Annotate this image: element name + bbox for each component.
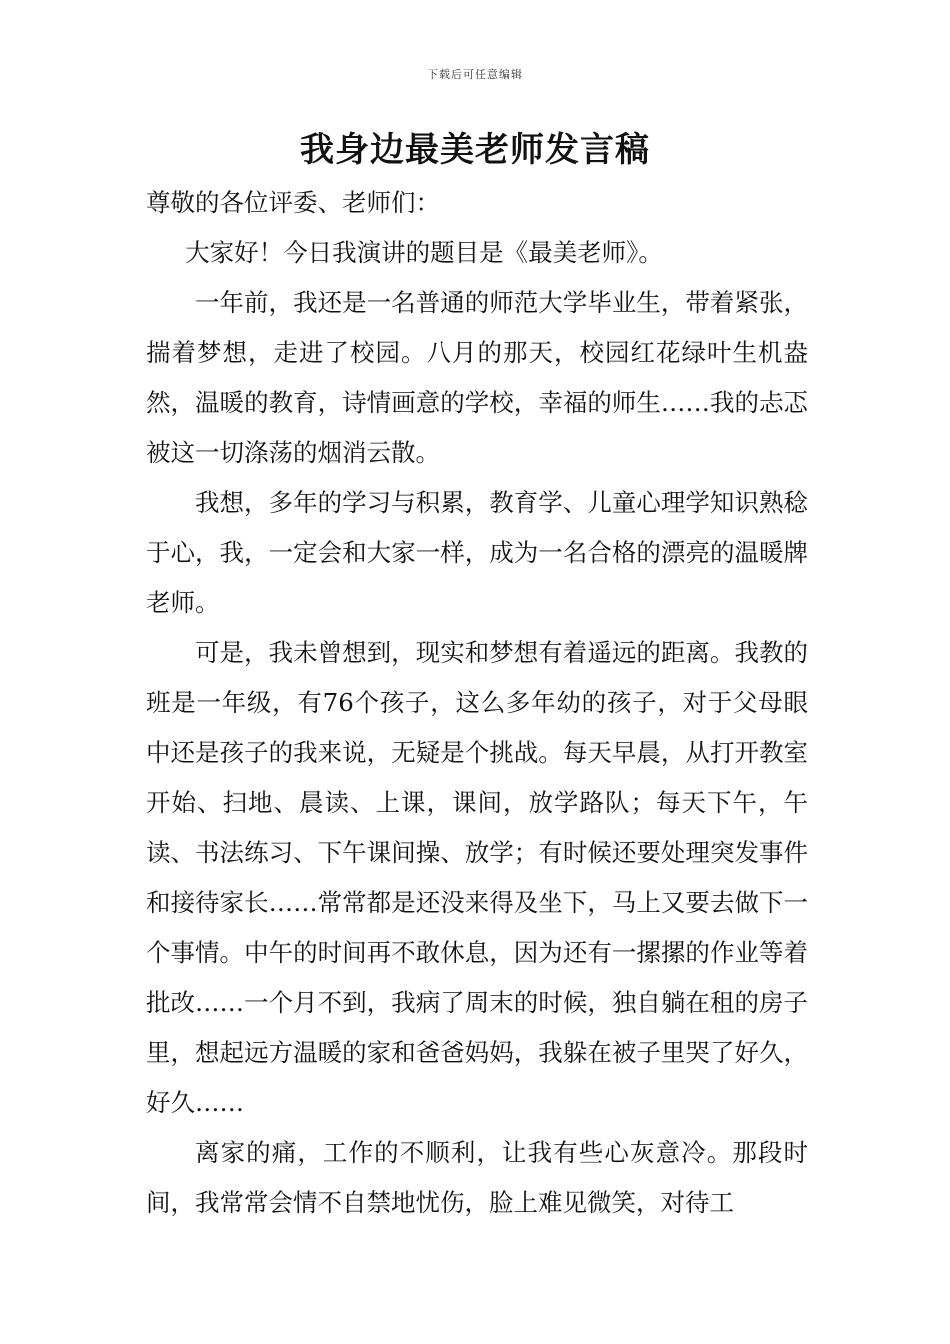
paragraph-reality: 可是，我未曾想到，现实和梦想有着遥远的距离。我教的班是一年级，有76个孩子，这么多年幼的孩子，对于父母眼中还是孩子的我来说，无疑是个挑战。每天早晨，从打开教室开始、扫地、晨读、上课，课间，放学路队；每天下午，午读、书法练习、下午课间操、放学；有时候还要处理突发事件和接待家长……常常都是还没来得及坐下，马上又要去做下一个事情。中午的时间再不敢休息，因为还有一摞摞的作业等着批改……一个月不到，我病了周末的时候，独自躺在租的房子里，想起远方温暖的家和爸爸妈妈，我躲在被子里哭了好久，好久…… — [146, 638, 808, 1117]
paragraph-homesick: 离家的痛，工作的不顺利，让我有些心灰意冷。那段时间，我常常会情不自禁地忧伤，脸上难见微笑，对待工 — [146, 1138, 808, 1217]
salutation: 尊敬的各位评委、老师们： — [146, 188, 440, 217]
header-note: 下载后可任意编辑 — [427, 68, 523, 81]
paragraph-one-year-ago: 一年前，我还是一名普通的师范大学毕业生，带着紧张，揣着梦想，走进了校园。八月的那天，校园红花绿叶生机盎然，温暖的教育，诗情画意的学校，幸福的师生……我的忐忑被这一切涤荡的烟消云散。 — [146, 288, 808, 467]
paragraph-greeting: 大家好！今日我演讲的题目是《最美老师》。 — [185, 238, 663, 267]
document-body — [146, 178, 808, 1228]
document-title: 我身边最美老师发言稿 — [300, 130, 650, 170]
paragraph-i-thought: 我想，多年的学习与积累，教育学、儿童心理学知识熟稔于心，我，一定会和大家一样，成为一名合格的漂亮的温暖牌老师。 — [146, 488, 808, 617]
